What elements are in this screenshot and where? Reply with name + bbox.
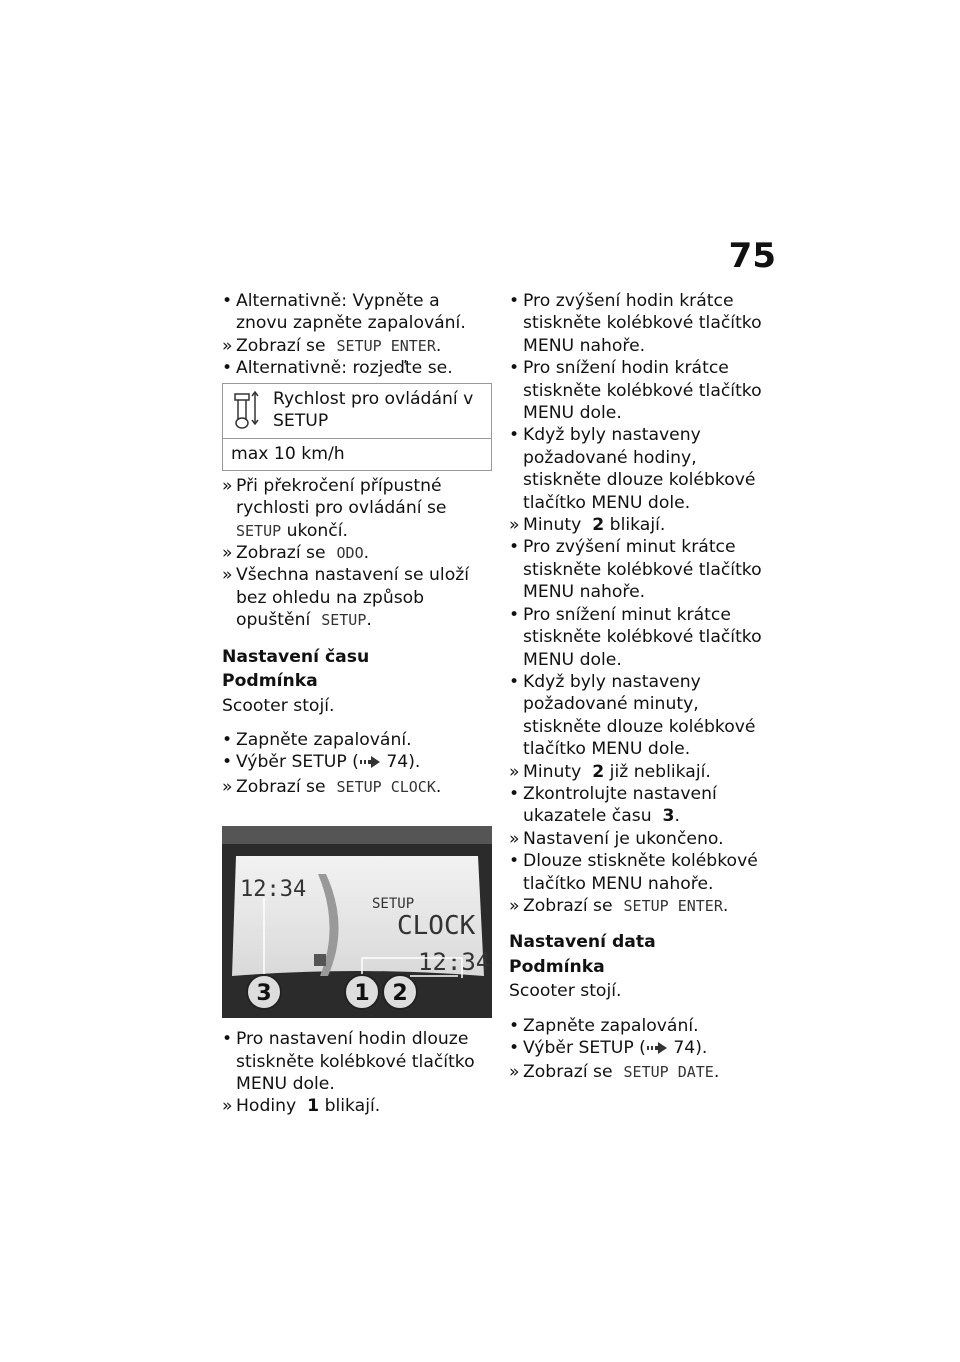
list-item: » Zobrazí se SETUP CLOCK. [222,776,442,797]
svg-text:2: 2 [392,981,408,1007]
fuel-icon [314,954,326,966]
section-heading-time: Nastavení času [222,646,370,667]
speed-limit-table [222,383,492,471]
list-top-right [509,290,779,917]
list-bottom [222,1028,492,1118]
list-item: • Zapněte zapalování. [222,729,412,750]
list-item: » Zobrazí se SETUP DATE. [509,1062,720,1083]
list-item: • Výběr SETUP ( 74). [509,1037,779,1061]
list-item: • Zkontrolujte nastavení ukazatele času 3. [509,783,717,827]
list-item: » Minuty 2 blikají. [509,515,666,536]
section-heading-date: Nastavení data [509,932,656,953]
dashboard-display-image [222,826,492,1018]
list-item: • Když byly nastaveny požadované minuty, stiskněte dlouze kolébkové tlačítko MENU dole. [509,671,756,760]
clock-small-text: 12:34 [240,877,307,903]
list-after-table [222,475,492,632]
clock-big-text: 12:34 [418,948,491,977]
setup-label-text: SETUP [372,896,415,913]
page-ref-arrow-icon [646,1039,668,1061]
list-section-right [509,1015,779,1084]
condition-heading: Podmínka [222,671,318,692]
list-item: • Když byly nastaveny požadované hodiny, stiskněte dlouze kolébkové tlačítko MENU dole. [509,425,756,513]
page-number: 75 [728,236,776,276]
svg-text:3: 3 [256,981,272,1007]
list-item: » Při překročení přípustné rychlosti pro ovládání se SETUP ukončí. [222,475,447,541]
condition-text: Scooter stojí. [222,695,335,716]
list-item: • Výběr SETUP ( 74). [222,751,492,775]
list-section [222,729,492,798]
page-ref-arrow-icon [359,753,381,775]
list-item: • Dlouze stiskněte kolébkové tlačítko MENU nahoře. [509,851,758,894]
list-item: • Alternativně: Vypněte a znovu zapněte zapalování. [222,291,466,334]
right-column [509,290,779,1084]
list-item: • Zapněte zapalování. [509,1015,699,1036]
condition-heading: Podmínka [509,956,605,977]
list-item: • Pro zvýšení minut krátce stiskněte kolébkové tlačítko MENU nahoře. [509,537,762,603]
clock-label-text: CLOCK [397,911,476,942]
list-item: • Alternativně: rozjeďte se. [222,358,453,379]
list-item: » Všechna nastavení se uloží bez ohledu na způsob opuštění SETUP. [222,565,470,631]
list-item: » Zobrazí se SETUP ENTER. [222,335,442,356]
list-item: » Zobrazí se SETUP ENTER. [509,895,729,916]
list-item: • Pro zvýšení hodin krátce stiskněte kolébkové tlačítko MENU nahoře. [509,291,762,356]
left-column [222,290,492,1118]
list-item: » Nastavení je ukončeno. [509,828,724,849]
list-item: » Hodiny 1 blikají. [222,1096,381,1117]
list-item: • Pro snížení minut krátce stiskněte kolébkové tlačítko MENU dole. [509,604,762,670]
speed-limit-icon [229,388,265,432]
speed-limit-value: max 10 km/h [231,444,345,465]
condition-text: Scooter stojí. [509,981,622,1002]
speed-limit-caption: Rychlost pro ovládání v SETUP [273,388,474,432]
list-top [222,290,492,380]
list-item: » Minuty 2 již neblikají. [509,761,711,782]
list-item: • Pro snížení hodin krátce stiskněte kolébkové tlačítko MENU dole. [509,358,762,424]
list-item: • Pro nastavení hodin dlouze stiskněte kolébkové tlačítko MENU dole. [222,1029,475,1094]
svg-text:1: 1 [354,981,370,1007]
list-item: » Zobrazí se ODO. [222,543,370,564]
